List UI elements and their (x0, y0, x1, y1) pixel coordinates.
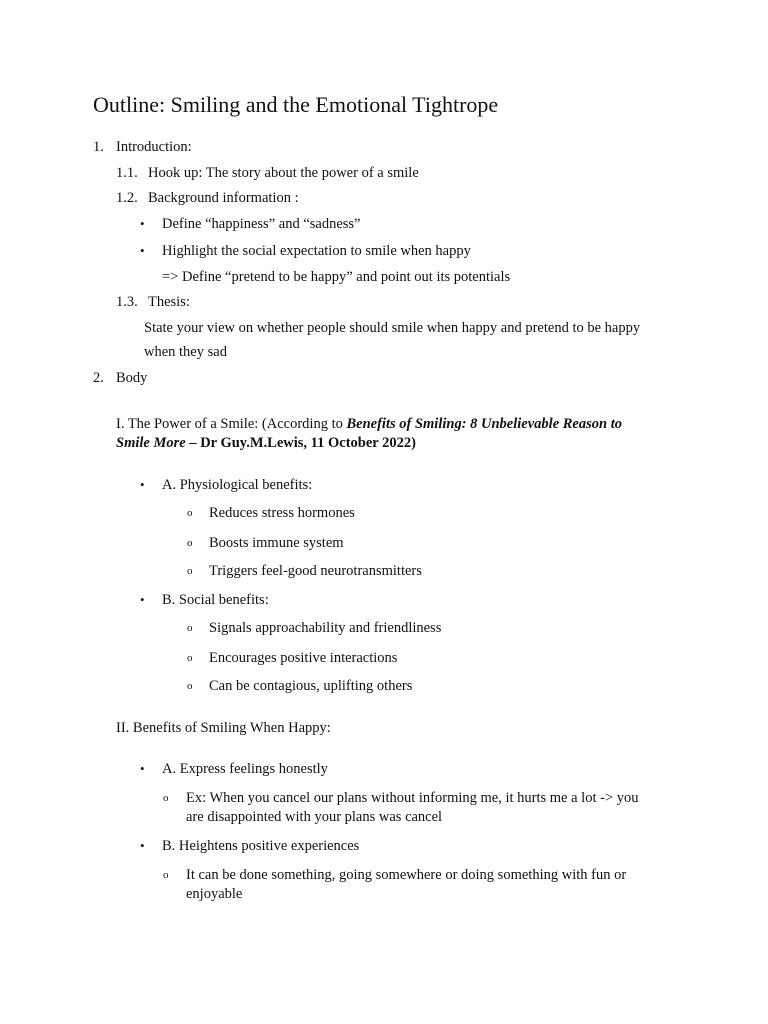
social-expectation-text: Highlight the social expectation to smile when happy (162, 243, 471, 259)
social-benefits-heading: B. Social benefits: (162, 592, 269, 608)
intro-number: 1. (93, 139, 104, 155)
example-line-1: Ex: When you cancel our plans without informing me, it hurts me a lot -> you (186, 790, 639, 806)
section-2-heading: II. Benefits of Smiling When Happy: (116, 720, 331, 736)
thesis-line-1: State your view on whether people should smile when happy and pretend to be happy (144, 320, 641, 336)
neurotransmitters-text: Triggers feel-good neurotransmitters (209, 563, 422, 579)
stress-hormones-text: Reduces stress hormones (209, 505, 355, 521)
express-feelings-heading: A. Express feelings honestly (162, 761, 328, 777)
hook-number: 1.1. (116, 165, 138, 181)
circle-marker: o (163, 869, 169, 881)
circle-marker: o (187, 565, 193, 577)
source-title-part-2: Smile More (116, 435, 186, 451)
intro-heading: Introduction: (116, 139, 192, 155)
thesis-line-2: when they sad (144, 344, 227, 360)
positive-interactions-text: Encourages positive interactions (209, 650, 398, 666)
section-1-heading-line-1 (116, 415, 622, 433)
physiological-benefits-heading: A. Physiological benefits: (162, 477, 313, 493)
circle-marker: o (187, 537, 193, 549)
bullet-marker: • (140, 477, 145, 492)
positive-experiences-heading: B. Heightens positive experiences (162, 838, 360, 854)
bullet-marker: • (140, 243, 145, 258)
circle-marker: o (187, 507, 193, 519)
bullet-marker: • (140, 761, 145, 776)
circle-marker: o (163, 792, 169, 804)
section-1-heading-line-2 (116, 434, 416, 452)
source-author-date: – Dr Guy.M.Lewis, 11 October 2022) (185, 435, 416, 451)
body-heading: Body (116, 370, 148, 386)
fun-line-2: enjoyable (186, 886, 243, 902)
circle-marker: o (187, 652, 193, 664)
approachability-text: Signals approachability and friendliness (209, 620, 442, 636)
define-happiness-text: Define “happiness” and “sadness” (162, 216, 361, 232)
page-title: Outline: Smiling and the Emotional Tightrope (93, 92, 499, 117)
circle-marker: o (187, 622, 193, 634)
thesis-number: 1.3. (116, 294, 138, 310)
bullet-marker: • (140, 592, 145, 607)
fun-line-1: It can be done something, going somewhere or doing something with fun or (186, 867, 627, 883)
body-number: 2. (93, 370, 104, 386)
background-number: 1.2. (116, 190, 138, 206)
section-1-heading-prefix: I. The Power of a Smile: (According to (116, 416, 347, 432)
thesis-heading: Thesis: (148, 294, 190, 310)
hook-text: Hook up: The story about the power of a smile (148, 165, 419, 181)
circle-marker: o (187, 680, 193, 692)
immune-system-text: Boosts immune system (209, 535, 344, 551)
example-line-2: are disappointed with your plans was cancel (186, 809, 443, 825)
contagious-text: Can be contagious, uplifting others (209, 678, 413, 694)
bullet-marker: • (140, 216, 145, 231)
background-heading: Background information : (148, 190, 299, 206)
bullet-marker: • (140, 838, 145, 853)
source-title-part-1: Benefits of Smiling: 8 Unbelievable Reason to (346, 416, 622, 432)
pretend-happy-text: => Define “pretend to be happy” and point out its potentials (162, 269, 511, 285)
